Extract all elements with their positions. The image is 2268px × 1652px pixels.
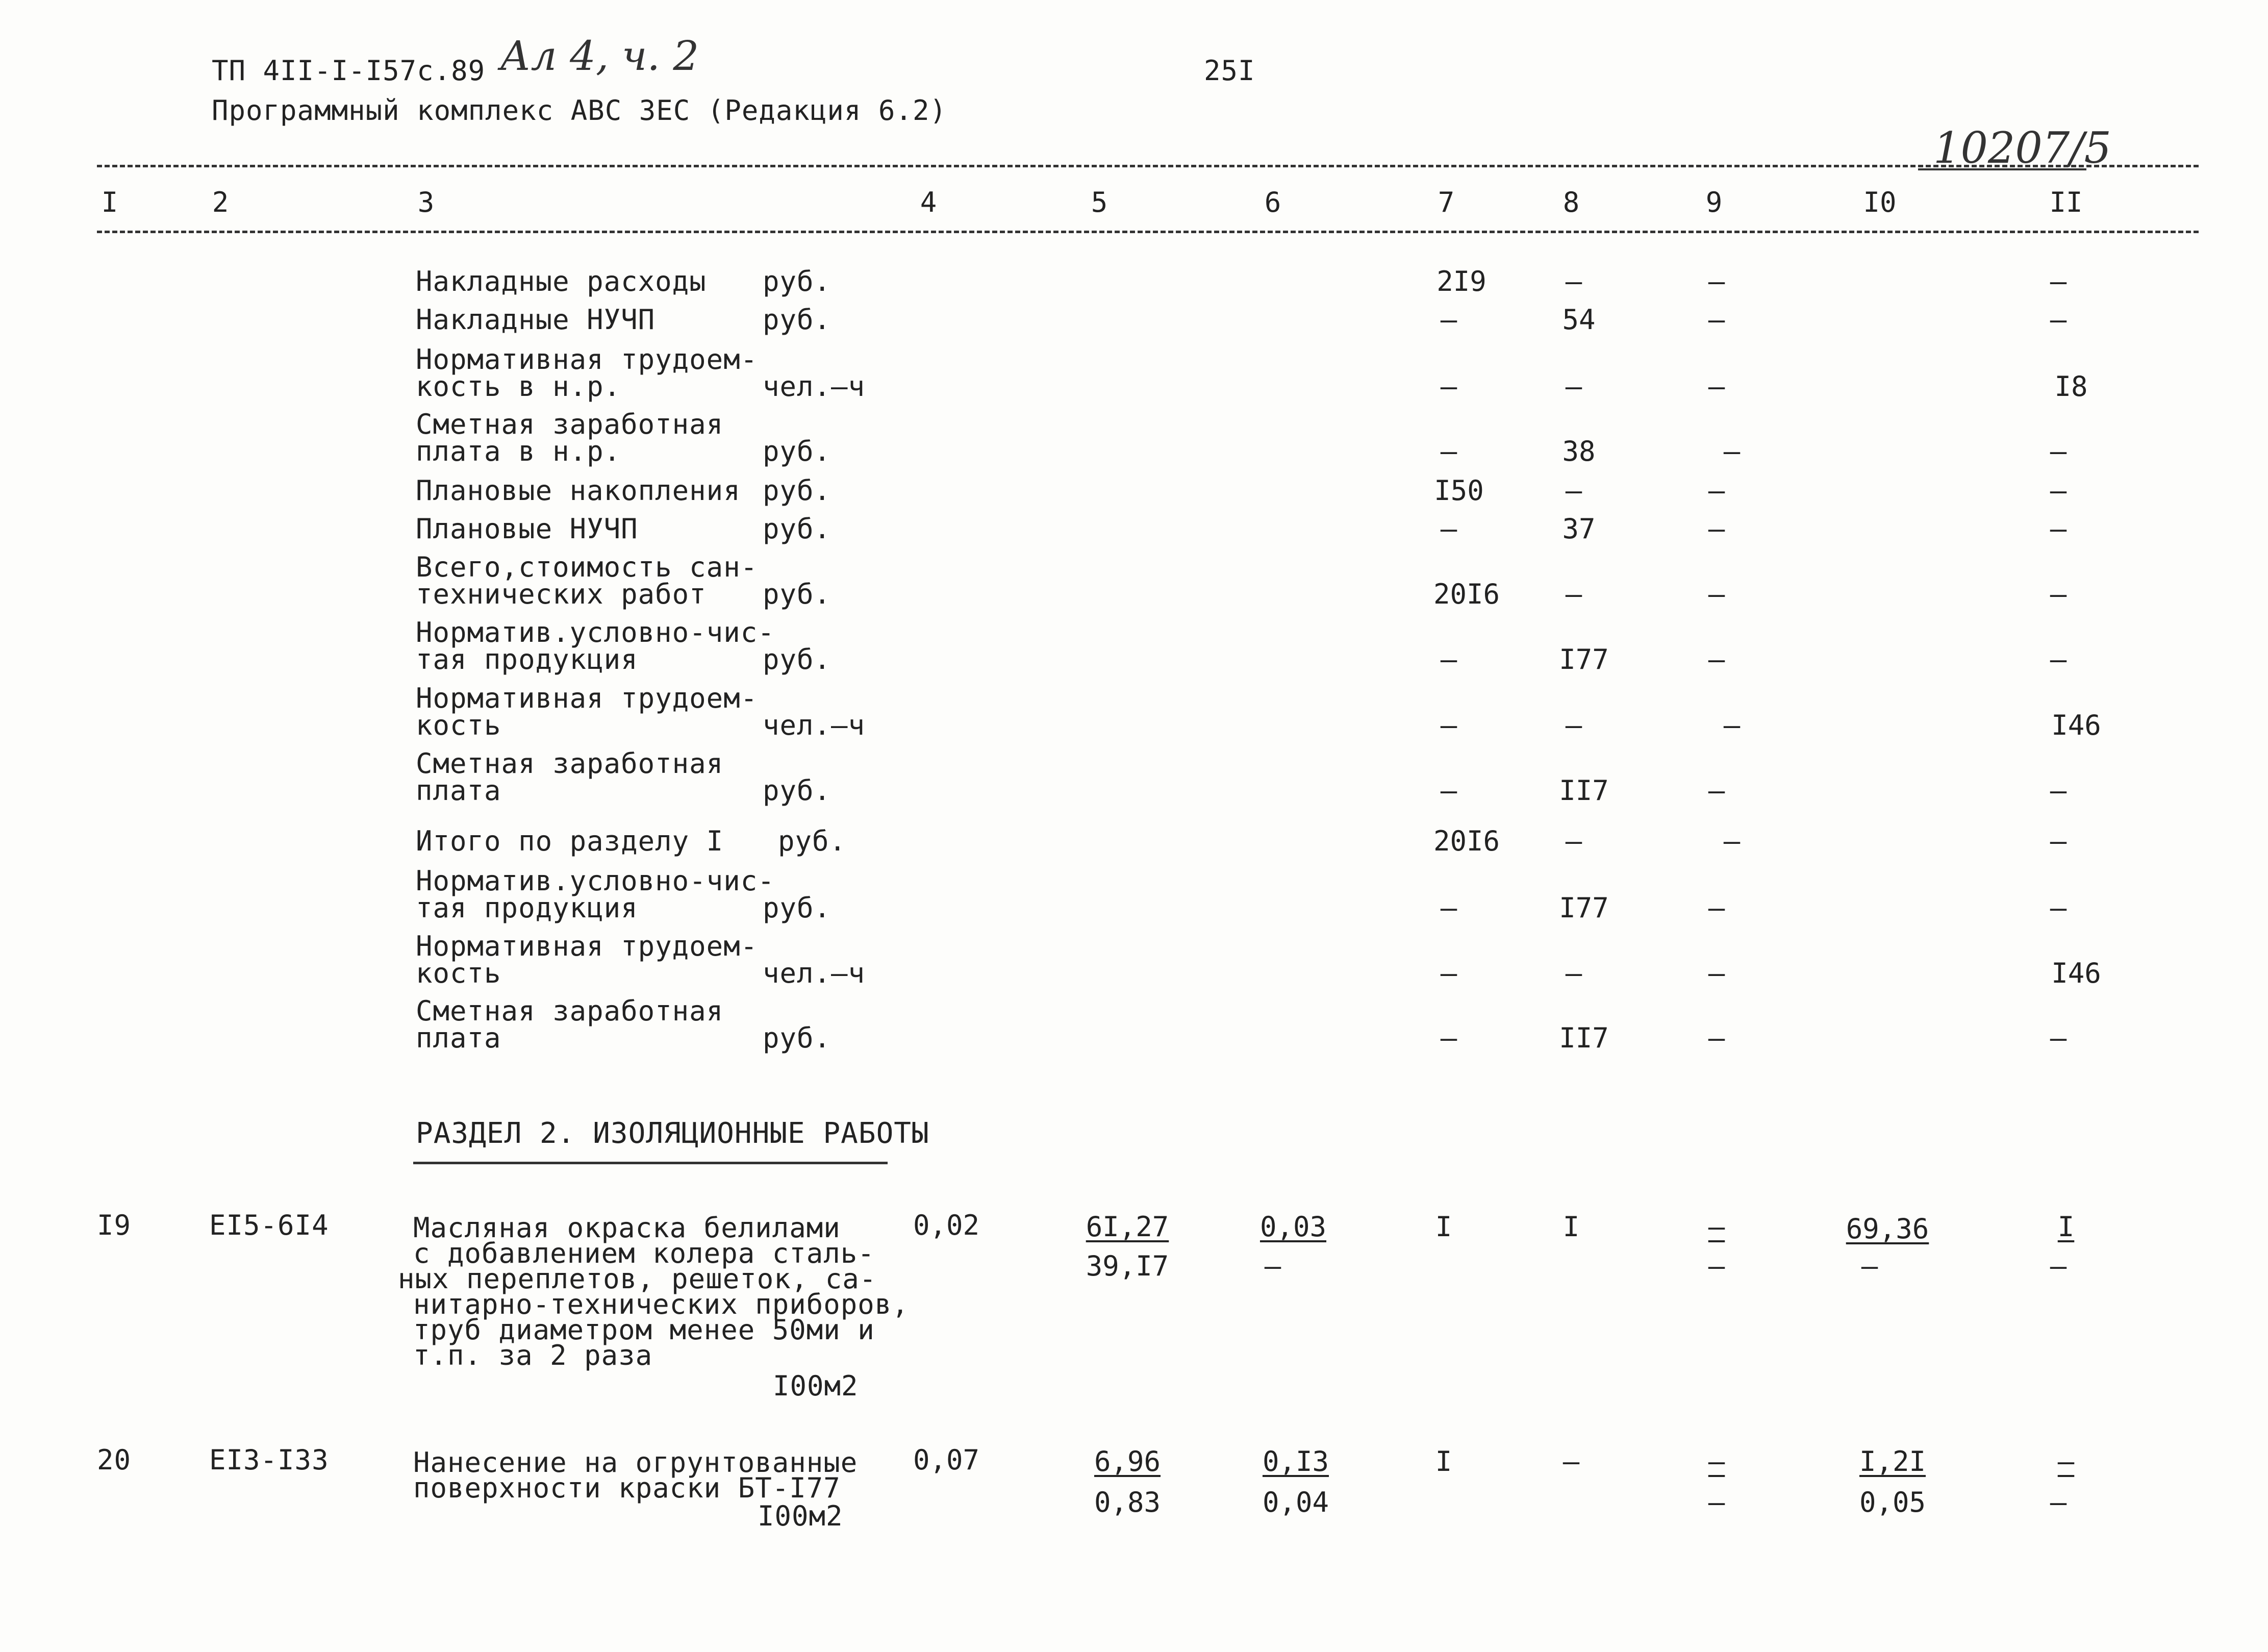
summary-row-label: Итого по разделу I [416, 825, 724, 857]
summary-row-c11: – [2050, 435, 2067, 467]
handwritten-note: Ал 4, ч. 2 [500, 32, 699, 80]
item-c5-top: 6I,27 [1086, 1211, 1169, 1243]
item-c6-bottom: – [1264, 1250, 1281, 1282]
summary-row-c8: – [1565, 370, 1582, 403]
summary-row-unit: руб. [763, 774, 831, 807]
item-c6-bottom: 0,04 [1262, 1486, 1329, 1518]
item-c7: I [1435, 1445, 1452, 1478]
summary-row-label: плата [416, 1022, 501, 1054]
summary-row-label: Сметная заработная [416, 747, 724, 780]
summary-row-c8: 37 [1562, 513, 1596, 545]
summary-row-label: Нормативная трудоем- [416, 682, 758, 714]
summary-row-label: кость [416, 709, 501, 741]
col-header-5: 5 [1091, 186, 1108, 218]
item-c9-bottom: – [1708, 1250, 1725, 1282]
item-c8: – [1563, 1445, 1580, 1478]
item-unit: I00м2 [758, 1500, 843, 1532]
summary-row-c11: – [2050, 825, 2067, 857]
summary-row-c9: – [1708, 957, 1725, 989]
summary-row-unit: руб. [763, 435, 831, 467]
summary-row-c9: – [1708, 513, 1725, 545]
summary-row-c8: – [1565, 825, 1582, 857]
summary-row-label: Накладные расходы [416, 265, 707, 297]
item-description-line: нитарно-технических приборов, [413, 1288, 909, 1320]
summary-row-unit: руб. [763, 474, 831, 507]
item-code: EI5-6I4 [209, 1209, 329, 1241]
summary-row-c8: II7 [1559, 774, 1609, 807]
summary-row-c7: 20I6 [1433, 825, 1500, 857]
summary-row-c7: – [1440, 435, 1457, 467]
summary-row-c8: – [1565, 265, 1582, 297]
summary-row-c11: – [2050, 1022, 2067, 1054]
col-header-8: 8 [1563, 186, 1580, 218]
summary-row-c9: – [1708, 474, 1725, 507]
summary-row-c8: – [1565, 957, 1582, 989]
item-description-line: с добавлением колера сталь- [413, 1237, 875, 1269]
item-qty: 0,02 [913, 1209, 980, 1241]
summary-row-label: Сметная заработная [416, 408, 724, 440]
summary-row-c11: – [2050, 578, 2067, 610]
summary-row-label: Сметная заработная [416, 995, 724, 1027]
col-header-6: 6 [1264, 186, 1281, 218]
item-description-line: т.п. за 2 раза [413, 1339, 653, 1371]
summary-row-label: Накладные НУЧП [416, 304, 656, 336]
item-c9-top: – [1708, 1211, 1725, 1243]
summary-row-c7: 2I9 [1437, 265, 1486, 297]
summary-row-c9: – [1708, 304, 1725, 336]
summary-row-c8: 54 [1562, 304, 1596, 336]
item-c9-top: – [1708, 1445, 1725, 1478]
summary-row-c9: – [1708, 774, 1725, 807]
summary-row-unit: чел.–ч [763, 709, 866, 741]
item-c5-bottom: 39,I7 [1086, 1250, 1169, 1282]
item-description-line: ных переплетов, решеток, са- [398, 1263, 877, 1295]
summary-row-c9: – [1708, 578, 1725, 610]
summary-row-c9: – [1723, 435, 1741, 467]
summary-row-label: тая продукция [416, 892, 638, 924]
section-title-underline [413, 1162, 888, 1164]
summary-row-c7: – [1440, 370, 1457, 403]
summary-row-c9: – [1708, 370, 1725, 403]
summary-row-c11: – [2050, 474, 2067, 507]
item-description-line: поверхности краски БТ-I77 [413, 1472, 841, 1504]
col-header-9: 9 [1705, 186, 1723, 218]
summary-row-c8: 38 [1562, 435, 1596, 467]
handwritten-ref-stroke [1918, 168, 2086, 170]
summary-row-label: тая продукция [416, 643, 638, 675]
summary-row-c8: – [1565, 578, 1582, 610]
item-c9-bottom: – [1708, 1486, 1725, 1518]
summary-row-c11: I8 [2054, 370, 2088, 403]
page-number: 25I [1204, 55, 1255, 87]
item-c11-top: I [2057, 1211, 2075, 1243]
summary-row-c11: – [2050, 304, 2067, 336]
summary-row-unit: чел.–ч [763, 370, 866, 403]
item-c8: I [1563, 1211, 1580, 1243]
summary-row-c7: – [1440, 709, 1457, 741]
summary-row-c7: – [1440, 643, 1457, 675]
summary-row-c11: – [2050, 265, 2067, 297]
item-code: EI3-I33 [209, 1444, 329, 1476]
item-c7: I [1435, 1211, 1452, 1243]
summary-row-c9: – [1708, 265, 1725, 297]
summary-row-c8: I77 [1559, 892, 1609, 924]
summary-row-label: Всего,стоимость сан- [416, 551, 758, 583]
item-number: 20 [97, 1444, 132, 1476]
summary-row-label: Нормативная трудоем- [416, 930, 758, 962]
item-c11-bottom: – [2050, 1250, 2067, 1282]
summary-row-c8: II7 [1559, 1022, 1609, 1054]
summary-row-c11: I46 [2051, 957, 2101, 989]
item-qty: 0,07 [913, 1444, 980, 1476]
header-rule-top [97, 165, 2199, 167]
summary-row-unit: руб. [763, 513, 831, 545]
summary-row-c7: – [1440, 892, 1457, 924]
summary-row-c9: – [1708, 1022, 1725, 1054]
summary-row-label: плата в н.р. [416, 435, 621, 467]
item-c10-bottom: – [1861, 1250, 1878, 1282]
col-header-10: I0 [1863, 186, 1897, 218]
summary-row-label: Плановые накопления [416, 474, 741, 507]
summary-row-unit: руб. [763, 1022, 831, 1054]
item-c6-top: 0,I3 [1262, 1445, 1329, 1478]
col-header-7: 7 [1438, 186, 1455, 218]
summary-row-c7: – [1440, 304, 1457, 336]
summary-row-c11: – [2050, 892, 2067, 924]
summary-row-unit: руб. [763, 892, 831, 924]
summary-row-c9: – [1723, 825, 1741, 857]
col-header-2: 2 [212, 186, 229, 218]
col-header-3: 3 [417, 186, 435, 218]
item-c10-bottom: 0,05 [1859, 1486, 1926, 1518]
summary-row-c11: – [2050, 513, 2067, 545]
summary-row-c9: – [1708, 892, 1725, 924]
item-c11-bottom: – [2050, 1486, 2067, 1518]
summary-row-unit: руб. [778, 825, 847, 857]
summary-row-unit: чел.–ч [763, 957, 866, 989]
summary-row-c9: – [1708, 643, 1725, 675]
summary-row-label: Нормативная трудоем- [416, 343, 758, 376]
summary-row-c11: I46 [2051, 709, 2101, 741]
section-title: РАЗДЕЛ 2. ИЗОЛЯЦИОННЫЕ РАБОТЫ [416, 1117, 929, 1150]
summary-row-label: кость [416, 957, 501, 989]
item-number: I9 [97, 1209, 132, 1241]
summary-row-label: кость в н.р. [416, 370, 621, 403]
program-line: Программный комплекс АВС ЗЕС (Редакция 6.2) [212, 94, 947, 127]
col-header-1: I [101, 186, 118, 218]
header-rule-bottom [97, 231, 2199, 233]
summary-row-unit: руб. [763, 265, 831, 297]
summary-row-c11: – [2050, 643, 2067, 675]
item-c11-top: – [2057, 1445, 2075, 1478]
summary-row-c11: – [2050, 774, 2067, 807]
summary-row-c7: – [1440, 957, 1457, 989]
summary-row-label: Плановые НУЧП [416, 513, 638, 545]
doc-code: ТП 4II-I-I57с.89 [212, 55, 486, 87]
summary-row-label: Норматив.условно-чис- [416, 865, 775, 897]
summary-row-label: технических работ [416, 578, 707, 610]
summary-row-c8: – [1565, 474, 1582, 507]
item-c10-top: I,2I [1859, 1445, 1926, 1478]
item-c10-top: 69,36 [1846, 1213, 1929, 1245]
col-header-4: 4 [920, 186, 937, 218]
summary-row-c8: I77 [1559, 643, 1609, 675]
summary-row-unit: руб. [763, 578, 831, 610]
item-description-line: труб диаметром менее 50ми и [413, 1314, 875, 1346]
item-c6-top: 0,03 [1259, 1211, 1327, 1243]
handwritten-ref: 10207/5 [1933, 123, 2111, 173]
summary-row-label: плата [416, 774, 501, 807]
summary-row-c7: 20I6 [1433, 578, 1500, 610]
summary-row-unit: руб. [763, 643, 831, 675]
summary-row-c7: – [1440, 513, 1457, 545]
summary-row-c7: – [1440, 1022, 1457, 1054]
col-header-11: II [2049, 186, 2083, 218]
item-unit: I00м2 [773, 1370, 859, 1402]
summary-row-c9: – [1723, 709, 1741, 741]
item-description-line: Нанесение на огрунтованные [413, 1446, 858, 1479]
summary-row-label: Норматив.условно-чис- [416, 616, 775, 648]
summary-row-c7: – [1440, 774, 1457, 807]
summary-row-unit: руб. [763, 304, 831, 336]
item-c5-bottom: 0,83 [1094, 1486, 1161, 1518]
summary-row-c7: I50 [1434, 474, 1484, 507]
item-description-line: Масляная окраска белилами [413, 1212, 841, 1244]
summary-row-c8: – [1565, 709, 1582, 741]
item-c5-top: 6,96 [1094, 1445, 1161, 1478]
